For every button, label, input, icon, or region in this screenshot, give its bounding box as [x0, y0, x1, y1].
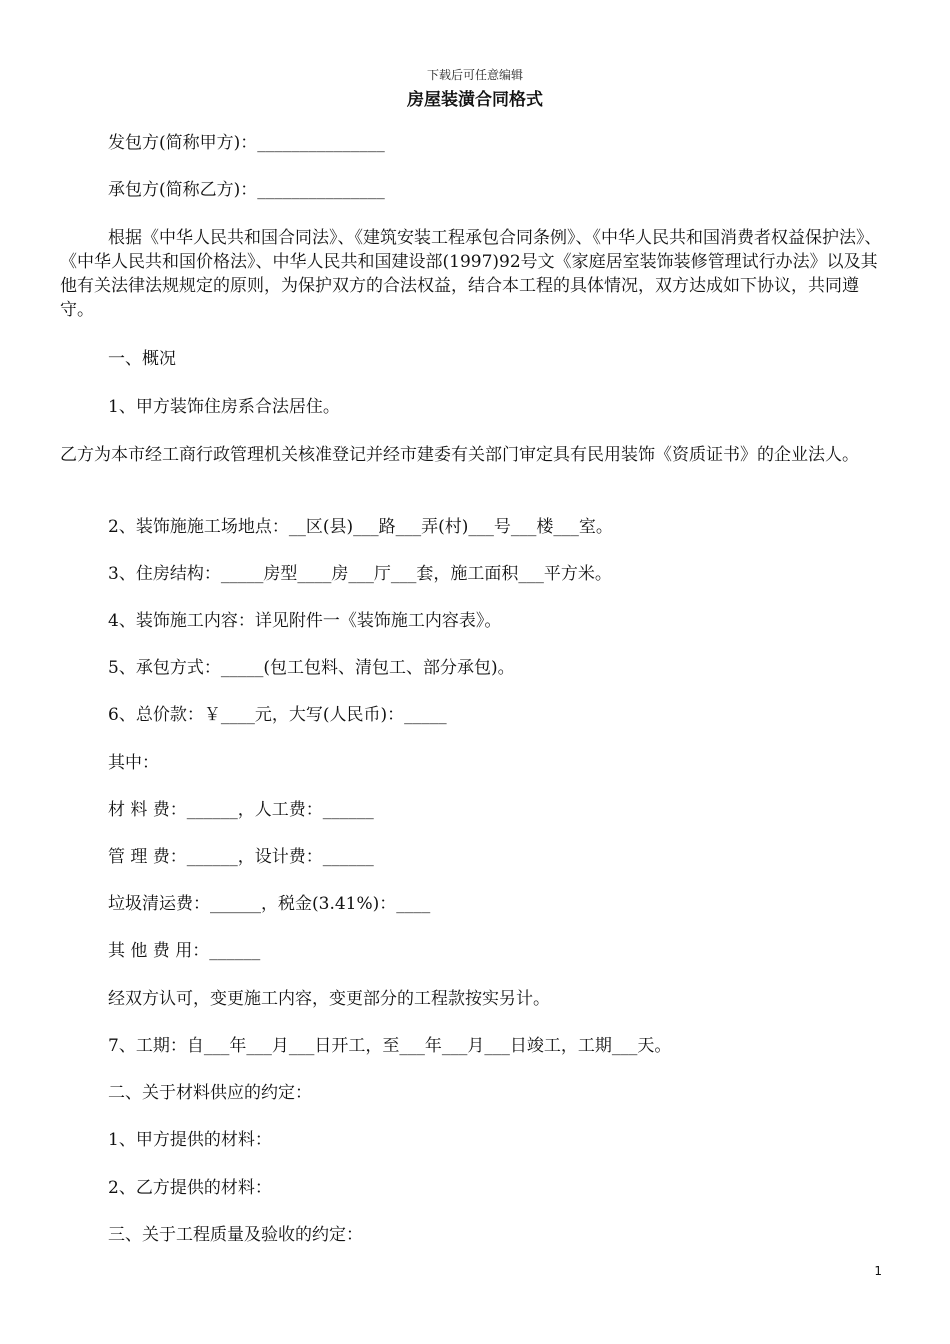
section-2-item-2: 2、乙方提供的材料：	[108, 1178, 272, 1198]
preamble-paragraph: 根据《中华人民共和国合同法》、《建筑安装工程承包合同条例》、《中华人民共和国消费者权益保护法》、《中华人民共和国价格法》、中华人民共和国建设部(1997)92号文《家庭居室装饰装修管理试行办法》以及其他有关法律法规规定的原则，为保护双方的合法权益，结合本工程的具体情况，双方达成如下协议，共同遵守。	[60, 228, 882, 320]
party-b-line	[60, 178, 892, 202]
section-1-heading: 一、概况	[108, 349, 176, 369]
item-7: 7、工期：自___年___月___日开工，至___年___月___日竣工，工期___天。	[108, 1036, 672, 1056]
item-4: 4、装饰施工内容：详见附件一《装饰施工内容表》。	[108, 611, 502, 631]
item-3: 3、住房结构：_____房型____房___厅___套，施工面积___平方米。	[108, 564, 612, 584]
party-a-blank: _______________	[257, 133, 385, 153]
party-b-blank: _______________	[257, 180, 385, 200]
party-a-line	[60, 131, 892, 155]
item-1: 1、甲方装饰住房系合法居住。	[108, 397, 340, 417]
item-5: 5、承包方式：_____(包工包料、清包工、部分承包)。	[108, 658, 515, 678]
item-6-among: 其中：	[108, 753, 159, 773]
document-title: 房屋装潢合同格式	[407, 90, 543, 110]
fee-line-2: 管 理 费：______，设计费：______	[108, 847, 374, 867]
section-3-heading: 三、关于工程质量及验收的约定：	[108, 1225, 363, 1245]
page-number: 1	[874, 1264, 882, 1278]
section-2-heading: 二、关于材料供应的约定：	[108, 1083, 312, 1103]
party-a-label: 发包方(简称甲方)：	[108, 133, 258, 153]
fee-line-3: 垃圾清运费：______，税金(3.41%)：____	[108, 894, 431, 914]
section-2-item-1: 1、甲方提供的材料：	[108, 1130, 272, 1150]
fee-line-4: 其 他 费 用：______	[108, 941, 261, 961]
party-b-label: 承包方(简称乙方)：	[108, 180, 258, 200]
change-note: 经双方认可，变更施工内容，变更部分的工程款按实另计。	[108, 989, 550, 1009]
item-2: 2、装饰施施工场地点：__区(县)___路___弄(村)___号___楼___室。	[108, 517, 613, 537]
fee-line-1: 材 料 费：______，人工费：______	[108, 800, 374, 820]
header-note: 下载后可任意编辑	[426, 68, 523, 82]
item-1-continued: 乙方为本市经工商行政管理机关核准登记并经市建委有关部门审定具有民用装饰《资质证书》的企业法人。	[60, 445, 859, 465]
item-6: 6、总价款：￥____元，大写(人民币)：_____	[108, 705, 447, 725]
